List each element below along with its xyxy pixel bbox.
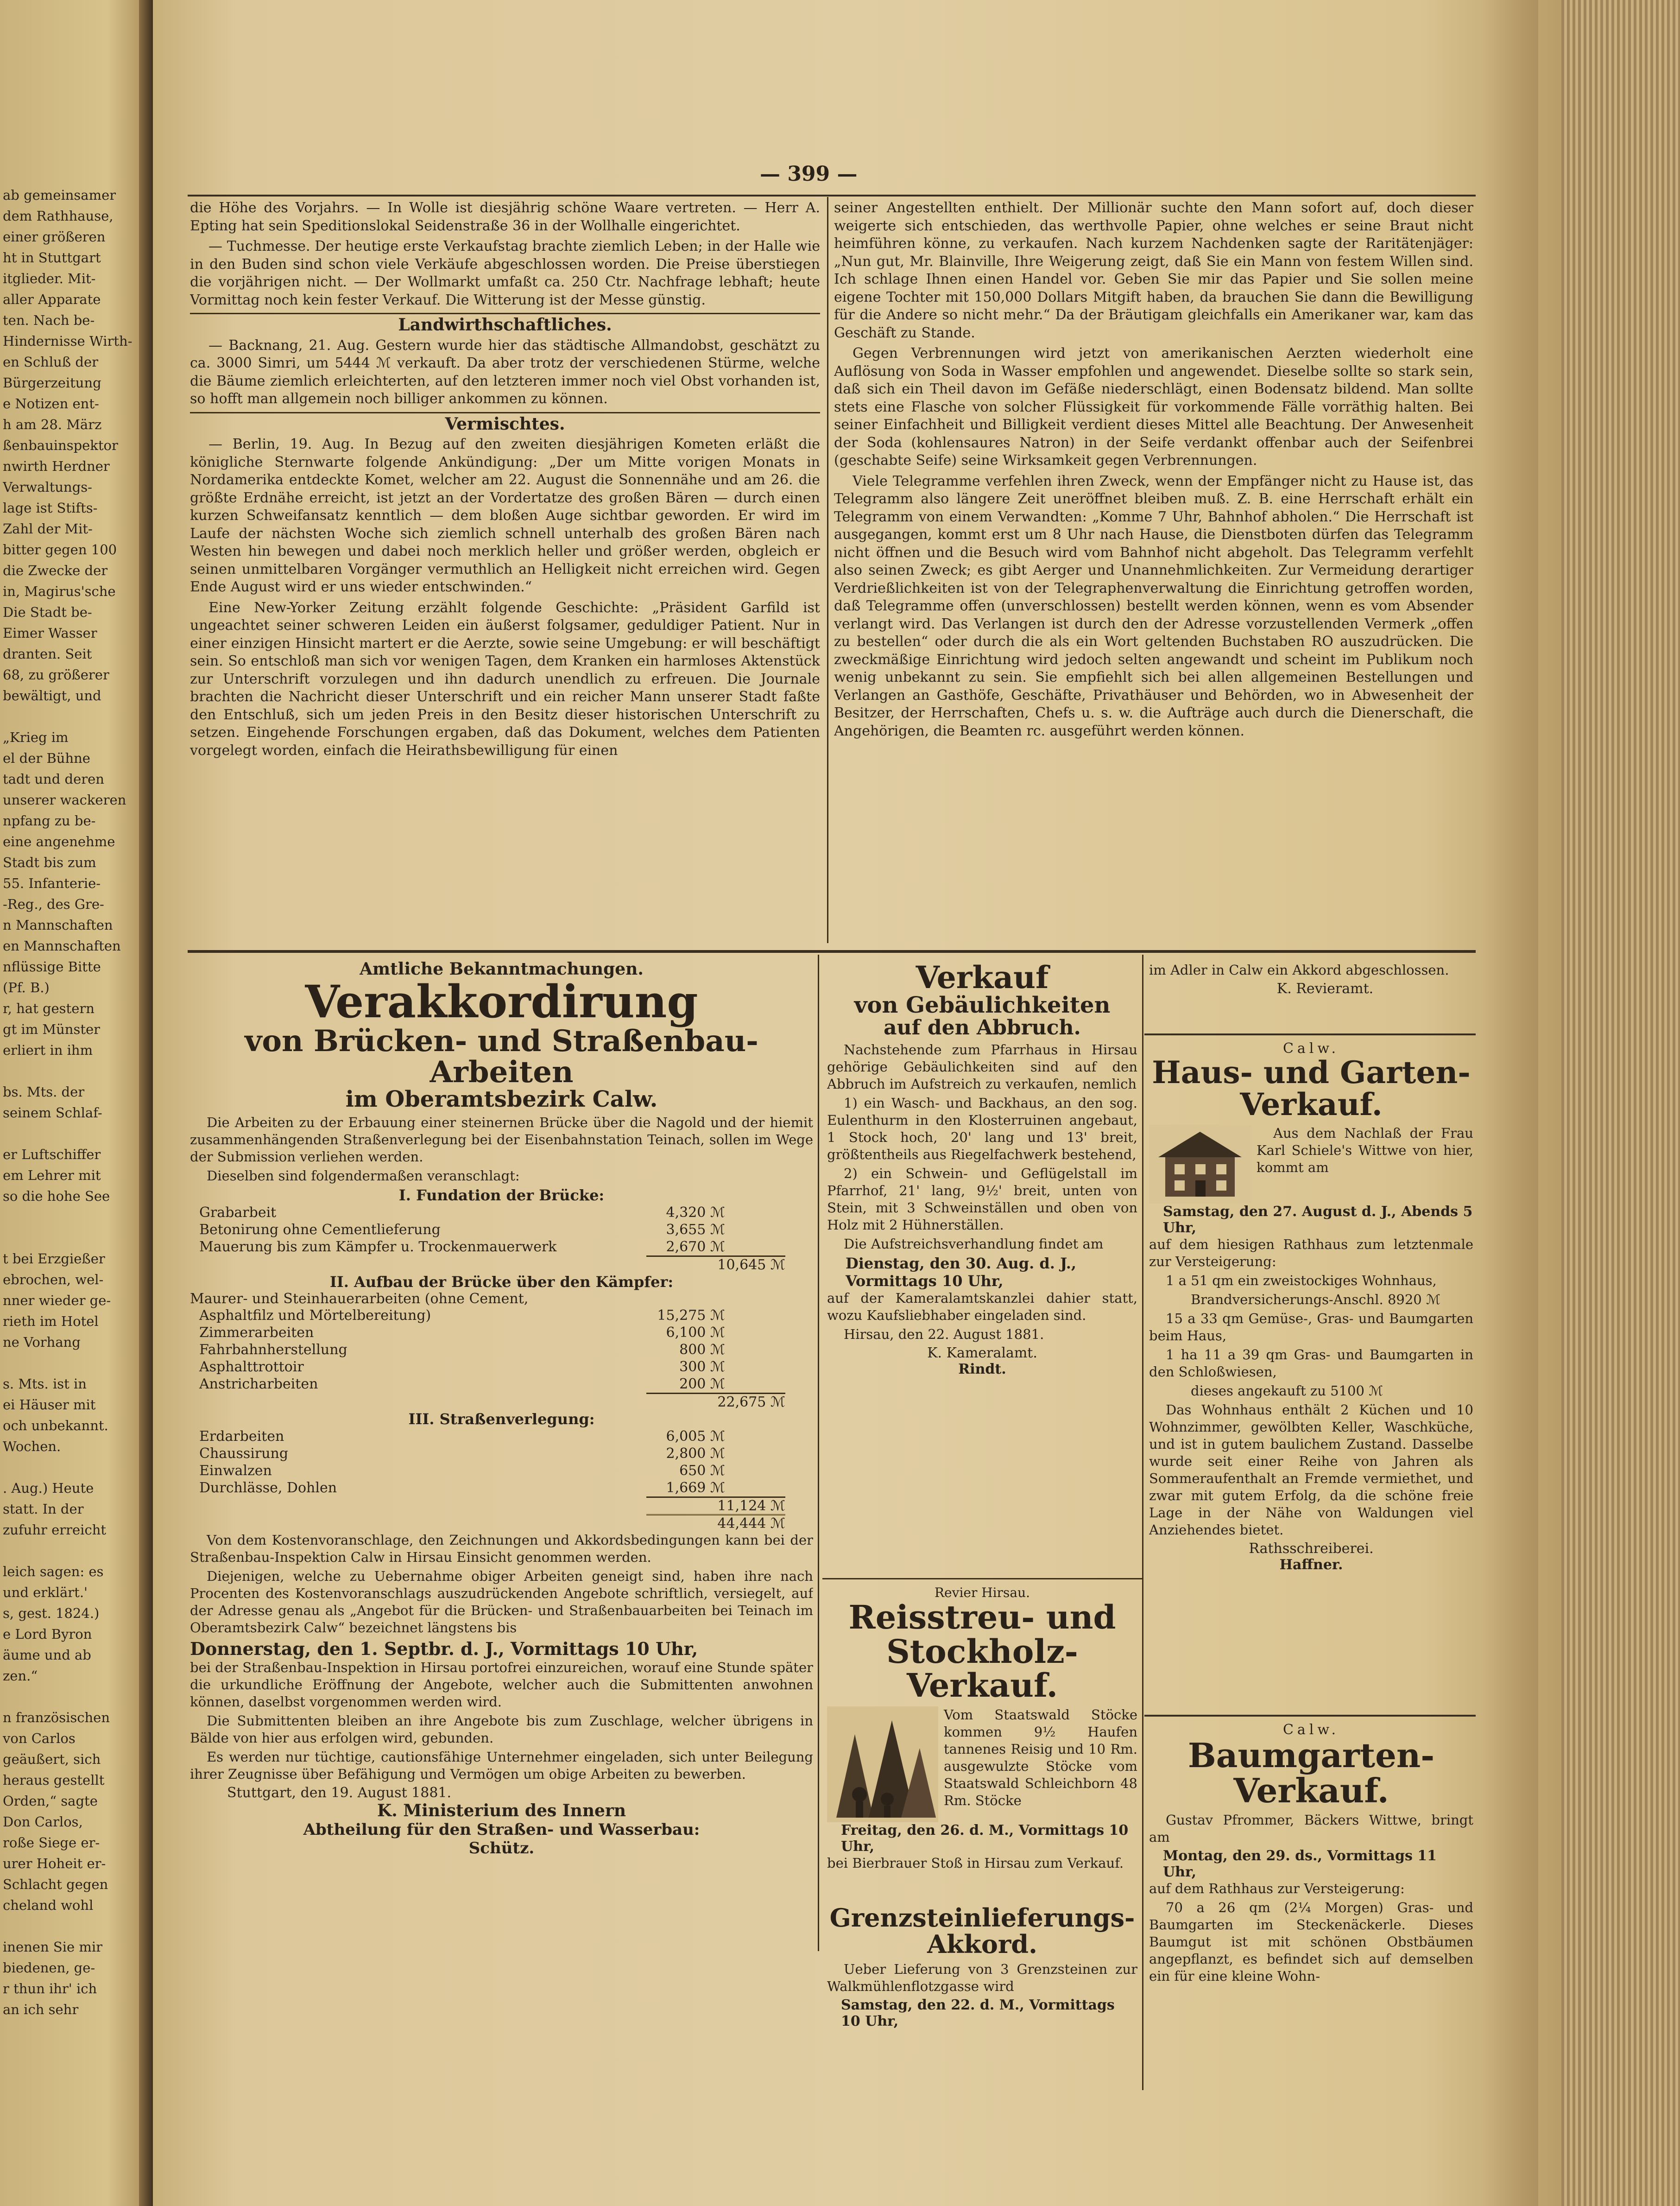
ad-deadline: Donnerstag, den 1. Septbr. d. J., Vormittags 10 Uhr,	[190, 1638, 698, 1659]
baum-intro: Gustav Pfrommer, Bäckers Wittwe, bringt am	[1149, 1812, 1473, 1845]
cost-row	[190, 1428, 813, 1445]
haus-sig-2: Haffner.	[1279, 1556, 1343, 1573]
cost-value: 300 ℳ	[679, 1358, 725, 1375]
left-page-line: Zahl der Mit-	[3, 521, 93, 537]
left-page-line: lage ist Stifts-	[3, 500, 98, 516]
left-page-line: bewältigt, und	[3, 688, 101, 704]
verkauf-place: Hirsau, den 22. August 1881.	[844, 1326, 1044, 1342]
left-page-line: seinem Schlaf-	[3, 1105, 102, 1121]
reis-title-1: Reisstreu- und	[848, 1598, 1116, 1636]
haus-separator	[1144, 1715, 1476, 1717]
cost-spacer	[725, 1238, 813, 1255]
cost-spacer	[725, 1307, 813, 1324]
left-page-line: leich sagen: es	[3, 1564, 104, 1579]
ad-para-1: Von dem Kostenvoranschlage, den Zeichnungen und Akkordsbedingungen kann bei der Straßenbau-Inspektion Calw in Hirsau Einsicht genommen werden.	[190, 1532, 813, 1565]
left-page-line: Bürgerzeitung	[3, 375, 101, 391]
verkauf-para-3: auf der Kameralamtskanzlei dahier statt, wozu Kaufsliebhaber eingeladen sind.	[827, 1290, 1137, 1323]
left-page-line: eine angenehme	[3, 834, 115, 849]
cost-value: 4,320 ℳ	[666, 1204, 725, 1221]
subtotal-2: 22,675 ℳ	[646, 1393, 785, 1410]
left-page-line: tadt und deren	[3, 771, 104, 787]
woodcut-forest-icon	[827, 1706, 938, 1822]
cost-value: 200 ℳ	[679, 1376, 725, 1392]
subtotal-1: 10,645 ℳ	[646, 1255, 785, 1273]
ad-subtitle-2: im Oberamtsbezirk Calw.	[345, 1086, 658, 1113]
verkauf-item-1: 1) ein Wasch- und Backhaus, an den sog. Eulenthurm in den Klosterruinen angebaut, 1 Stock hoch, 20' lang und 13' breit, größtentheils aus Riegelfachwerk bestehend,	[827, 1095, 1137, 1162]
haus-item-1b: Brandversicherungs-Anschl. 8920 ℳ	[1191, 1291, 1440, 1307]
verkauf-sig-2: Rindt.	[958, 1361, 1006, 1377]
left-page-line: Eimer Wasser	[3, 625, 97, 641]
grenz-title-1: Grenzsteinlieferungs-	[829, 1905, 1135, 1933]
column-1	[190, 199, 820, 941]
left-page-line: e Lord Byron	[3, 1626, 92, 1642]
cloth-fair-text: — Tuchmesse. Der heutige erste Verkaufstag brachte ziemlich Leben; in der Halle wie in den Buden sind schon viele Verkäufe abgeschlossen worden. Die Preise überstiegen die vorjährigen nicht. — Der Wollmarkt umfaßt ca. 250 Ctr. Nachfrage lebhaft; heute Vormittag noch kein fester Verkauf. Die Witterung ist der Messe günstig.	[190, 238, 820, 308]
haus-item-3b: dieses angekauft zu 5100 ℳ	[1191, 1382, 1383, 1399]
section-3-heading: III. Straßenverlegung:	[408, 1410, 595, 1428]
left-page-line: dranten. Seit	[3, 646, 92, 662]
left-page-line: zen.“	[3, 1668, 38, 1684]
verkauf-item-2: 2) ein Schwein- und Geflügelstall im Pfarrhof, 21' lang, 9½' breit, unten von Stein, mit 3 Schweinställen und oben von Holz mit 2 Hühnerställen.	[827, 1165, 1137, 1233]
cost-item: Mauerung bis zum Kämpfer u. Trockenmauerwerk	[199, 1238, 557, 1255]
cost-row	[190, 1341, 813, 1358]
ad-grenzstein	[827, 1905, 1137, 2104]
ad-verakkordirung	[190, 959, 813, 1946]
cost-value: 800 ℳ	[679, 1341, 725, 1358]
cost-value: 650 ℳ	[679, 1462, 725, 1479]
cost-spacer	[725, 1428, 813, 1445]
left-page-line: heraus gestellt	[3, 1772, 105, 1788]
ad-para-4: Die Submittenten bleiben an ihre Angebote bis zum Zuschlage, welcher übrigens in Bälde von hier aus erfolgen wird, gebunden.	[190, 1712, 813, 1746]
ad-subtitle: von Brücken- und Straßenbau-Arbeiten	[245, 1023, 758, 1090]
left-page-line: „Krieg im	[3, 729, 69, 745]
house-image	[1149, 1125, 1251, 1204]
cost-item: Asphalttrottoir	[199, 1358, 304, 1375]
left-page-line: urer Hoheit er-	[3, 1856, 106, 1871]
ads-divider	[188, 950, 1476, 953]
adler-separator	[1144, 1033, 1476, 1035]
left-page-line: bitter gegen 100	[3, 542, 117, 558]
left-page-line: Wochen.	[3, 1439, 61, 1454]
column-divider	[827, 197, 828, 943]
left-page-line: n Mannschaften	[3, 917, 113, 933]
cost-row	[190, 1462, 813, 1479]
left-page-line: unserer wackeren	[3, 792, 126, 808]
ad-baumgarten	[1149, 1722, 1473, 2106]
left-page-line: aller Apparate	[3, 292, 101, 307]
baum-title-2: Verkauf.	[1233, 1770, 1389, 1810]
grenz-date: Samstag, den 22. d. M., Vormittags 10 Uhr,	[841, 1997, 1115, 2030]
cost-item: Einwalzen	[199, 1462, 272, 1479]
cost-spacer	[725, 1204, 813, 1221]
ad-signature-3: Schütz.	[468, 1838, 535, 1857]
cost-item: Chaussirung	[199, 1445, 289, 1462]
left-page-line: biedenen, ge-	[3, 1960, 95, 1976]
left-page-line: e Notizen ent-	[3, 396, 99, 412]
reis-header: Revier Hirsau.	[934, 1585, 1030, 1600]
cost-value: 2,800 ℳ	[666, 1445, 725, 1462]
left-page-line: . Aug.) Heute	[3, 1480, 94, 1496]
left-page-line: cheland wohl	[3, 1897, 94, 1913]
left-page-line: an ich sehr	[3, 2002, 79, 2017]
woodcut-image	[827, 1706, 938, 1822]
cost-row	[190, 1324, 813, 1341]
haus-date: Samstag, den 27. August d. J., Abends 5 Uhr,	[1163, 1203, 1473, 1236]
cost-item: Betonirung ohne Cementlieferung	[199, 1221, 441, 1238]
left-page-line: er Luftschiffer	[3, 1147, 101, 1162]
left-page-line: r, hat gestern	[3, 1001, 95, 1016]
haus-item-1: 1 a 51 qm ein zweistockiges Wohnhaus,	[1166, 1272, 1437, 1288]
page-edges	[1561, 0, 1680, 2206]
left-page-line: 55. Infanterie-	[3, 875, 101, 891]
ad-para-3: bei der Straßenbau-Inspektion in Hirsau portofrei einzureichen, worauf eine Stunde später die urkundliche Eröffnung der Angebote, welcher auch die Submittenten anwohnen können, daselbst vorgenommen werden wird.	[190, 1659, 813, 1710]
left-page-line: en Mannschaften	[3, 938, 121, 954]
haus-item-3: 1 ha 11 a 39 qm Gras- und Baumgarten in den Schloßwiesen,	[1149, 1346, 1473, 1380]
baum-place: Calw.	[1282, 1722, 1340, 1738]
grenz-title-2: Akkord.	[927, 1929, 1037, 1959]
cost-table-2	[190, 1307, 813, 1393]
left-page-line: Verwaltungs-	[3, 479, 92, 495]
left-page-line: in, Magirus'sche	[3, 583, 116, 599]
cost-value: 15,275 ℳ	[657, 1307, 725, 1324]
cost-spacer	[725, 1445, 813, 1462]
left-page-line: rieth im Hotel	[3, 1313, 99, 1329]
ad-reisstreu	[827, 1585, 1137, 1900]
left-page-line: dem Rathhause,	[3, 208, 114, 224]
left-page-line: ht in Stuttgart	[3, 250, 101, 266]
cost-value: 6,005 ℳ	[666, 1428, 725, 1445]
verkauf-intro: Nachstehende zum Pfarrhaus in Hirsau gehörige Gebäulichkeiten sind auf den Abbruch im Aufstreich zu verkaufen, nemlich	[827, 1041, 1137, 1092]
haus-intro: Aus dem Nachlaß der Frau Karl Schiele's Wittwe von hier, kommt am	[1257, 1125, 1473, 1175]
left-page-line: ne Vorhang	[3, 1334, 81, 1350]
left-page-line: npfang zu be-	[3, 813, 96, 829]
ad-para-2: Diejenigen, welche zu Uebernahme obiger Arbeiten geneigt sind, haben ihre nach Procenten des Kostenvoranschlags auszudrückenden Angebote schriftlich, versiegelt, auf der Adresse genau als „Angebot für die Brücken- und Straßenbauarbeiten bei Teinach im Oberamtsbezirk Calw“ bezeichnet längstens bis	[190, 1568, 813, 1635]
left-page-line: gt im Münster	[3, 1021, 101, 1037]
left-page-line: n französischen	[3, 1710, 110, 1725]
cost-spacer	[725, 1221, 813, 1238]
ad-divider-1	[818, 955, 819, 1951]
grenz-text: Ueber Lieferung von 3 Grenzsteinen zur Walkmühlenflotzgasse wird	[827, 1961, 1137, 1995]
reis-title-2: Stockholz-Verkauf.	[886, 1632, 1078, 1705]
cost-spacer	[725, 1462, 813, 1479]
left-page-line: och unbekannt.	[3, 1418, 108, 1433]
column-2	[834, 199, 1473, 941]
left-page-line: nwirth Herdner	[3, 458, 110, 474]
cost-spacer	[725, 1376, 813, 1393]
telegram-text: Viele Telegramme verfehlen ihren Zweck, wenn der Empfänger nicht zu Hause ist, das Telegramm also längere Zeit uneröffnet bleiben muß. Z. B. eine Herrschaft erhält ein Telegramm von einem Verwandten: „Komme 7 Uhr, Bahnhof abholen.“ Die Herrschaft ist ausgegangen, kommt erst um 8 Uhr nach Hause, die Dienstboten dürfen das Telegramm nicht öffnen und die Besuch wird vom Bahnhof nicht abgeholt. Das Telegramm verfehlt also seinen Zweck; es gibt Aerger und Unannehmlichkeiten. Zur Vermeidung derartiger Verdrießlichkeiten ist von der Telegraphenverwaltung die Einrichtung getroffen worden, daß Telegramme offen (unverschlossen) bestellt werden können, wenn es vom Absender verlangt wird. Das Verlangen ist durch den der Adresse vorzustellenden Vermerk „offen zu bestellen“ oder durch die als ein Wort geltenden Buchstaben RO auszudrücken. Die zweckmäßige Einrichtung wird jedoch selten angewandt und scheint im Publikum noch wenig unbekannt zu sein. Sie empfiehlt sich bei allen allgemeinen Bestellungen und Verlangen an Gasthöfe, Geschäfte, Privathäuser und Behörden, wo in Abwesenheit der Besitzer, der Herrschaften, Chefs u. s. w. die Aufträge auch durch die Dienerschaft, die Angehörigen, die Beamten rc. ausgeführt werden können.	[834, 473, 1473, 739]
cost-table-1	[190, 1204, 813, 1255]
left-page-line: nflüssige Bitte	[3, 959, 101, 975]
left-page-line: ßenbauinspektor	[3, 437, 118, 453]
left-page-line: ebrochen, wel-	[3, 1272, 104, 1287]
backnang-text: — Backnang, 21. Aug. Gestern wurde hier das städtische Allmandobst, geschätzt zu ca. 3000 Simri, um 5444 ℳ verkauft. Da aber trotz der verschiedenen Stürme, welche die Bäume ziemlich erleichterten, auf den letzteren immer noch viel Obst vorhanden ist, so hofft man allgemein noch billiger ankommen zu können.	[190, 337, 820, 407]
left-page-line: erliert in ihm	[3, 1042, 93, 1058]
house-icon	[1149, 1125, 1251, 1204]
baum-para-2: auf dem Rathhaus zur Versteigerung:	[1149, 1881, 1405, 1897]
reis-date: Freitag, den 26. d. M., Vormittags 10 Uhr,	[841, 1822, 1129, 1855]
cost-value: 6,100 ℳ	[666, 1324, 725, 1341]
haus-para-3: Das Wohnhaus enthält 2 Küchen und 10 Wohnzimmer, gewölbten Keller, Waschküche, und ist in gutem baulichem Zustand. Dasselbe wurde seit einer Reihe von Jahren als Sommeraufenthalt an Fremde vermiethet, und zwar mit gutem Erfolg, da die schöne freie Lage in der Nähe von Waldungen viel Anziehendes bietet.	[1149, 1401, 1473, 1538]
page-number: — 399 —	[760, 162, 858, 186]
left-page-line: h am 28. März	[3, 417, 102, 432]
left-page-line: Hindernisse Wirth-	[3, 333, 133, 349]
cost-spacer	[725, 1479, 813, 1496]
haus-para-2: auf dem hiesigen Rathhaus zum letztenmale zur Versteigerung:	[1149, 1236, 1473, 1269]
burns-remedy-text: Gegen Verbrennungen wird jetzt von amerikanischen Aerzten wiederholt eine Auflösung von Soda in Wasser empfohlen und angewendet. Dieselbe sollte so stark sein, daß sich ein Theil davon im Gefäße niederschlägt, einen Bodensatz bildend. Man sollte stets eine Flasche von solcher Flüssigkeit für vorkommende Fälle vorräthig halten. Bei seiner Einfachheit und Billigkeit verdient dieses Mittel alle Beachtung. Der Anwesenheit der Soda (kohlensaures Natron) in der Seife verdankt offenbar auch der Seifenbrei (geschabte Seife) seine Wirksamkeit gegen Verbrennungen.	[834, 345, 1473, 469]
left-page-line: s, gest. 1824.)	[3, 1605, 100, 1621]
adler-sig: K. Revieramt.	[1276, 981, 1374, 997]
verkauf-subtitle-2: auf den Abbruch.	[884, 1015, 1081, 1040]
left-page-line: inenen Sie mir	[3, 1939, 103, 1955]
grand-total: 44,444 ℳ	[646, 1514, 785, 1532]
left-page-line: ab gemeinsamer	[3, 187, 116, 203]
cost-item: Anstricharbeiten	[199, 1376, 318, 1392]
cost-value: 2,670 ℳ	[666, 1238, 725, 1255]
left-page-line: en Schluß der	[3, 354, 98, 370]
cost-row	[190, 1479, 813, 1496]
section-heading-landwirthschaftliches: Landwirthschaftliches.	[190, 313, 820, 334]
cost-row	[190, 1204, 813, 1221]
section-2-sub: Maurer- und Steinhauerarbeiten (ohne Cement,	[190, 1290, 529, 1307]
left-page-line: statt. In der	[3, 1501, 84, 1517]
left-page-line: und erklärt.'	[3, 1585, 88, 1600]
left-page-line: die Zwecke der	[3, 563, 108, 578]
section-2-heading: II. Aufbau der Brücke über den Kämpfer:	[329, 1273, 674, 1291]
cost-spacer	[725, 1324, 813, 1341]
page-shadow	[1483, 0, 1538, 2206]
left-page-line: Orden,“ sagte	[3, 1793, 98, 1809]
ad-separator	[822, 1578, 1142, 1579]
left-page-line: r thun ihr' ich	[3, 1981, 97, 1997]
cost-spacer	[725, 1341, 813, 1358]
ad-title: Verakkordirung	[305, 976, 698, 1028]
millionaire-story-text: seiner Angestellten enthielt. Der Millionär suchte den Mann sofort auf, doch dieser weigerte sich entschieden, das werthvolle Papier, ohne welches er seine Braut nicht heimführen könne, zu verkaufen. Nach kurzem Nachdenken sagte der Raritätenjäger: „Nun gut, Mr. Blainville, Ihre Weigerung zeigt, daß Sie ein Mann von festem Willen sind. Ich schlage Ihnen einen Handel vor. Geben Sie mir das Papier und Sie sollen meine eigene Tochter mit 150,000 Dollars Mitgift haben, da brauchen Sie dann die Bewilligung für die Andere so nicht mehr.“ Da der Bräutigam gleichfalls ein Amerikaner war, kam das Geschäft zu Stande.	[834, 200, 1473, 341]
section-heading-vermischtes: Vermischtes.	[190, 412, 820, 433]
reis-text: Vom Staatswald Stöcke kommen 9½ Haufen tannenes Reisig und 10 Rm. ausgewulzte Stöcke vom Staatswald Schleichborn 48 Rm. Stöcke	[944, 1706, 1137, 1808]
cost-item: Erdarbeiten	[199, 1428, 284, 1445]
left-page-line: geäußert, sich	[3, 1751, 101, 1767]
cost-row	[190, 1238, 813, 1255]
verkauf-title: Verkauf	[916, 962, 1049, 995]
haus-item-2: 15 a 33 qm Gemüse-, Gras- und Baumgarten beim Haus,	[1149, 1310, 1473, 1344]
cost-table-3	[190, 1428, 813, 1496]
left-page-line: einer größeren	[3, 229, 106, 245]
baum-title-1: Baumgarten-	[1187, 1736, 1435, 1775]
left-page-line: itglieder. Mit-	[3, 271, 96, 286]
cost-value: 3,655 ℳ	[666, 1221, 725, 1238]
left-page-line: zufuhr erreicht	[3, 1522, 107, 1538]
ad-header: Amtliche Bekanntmachungen.	[360, 959, 644, 979]
ad-adler	[1149, 962, 1473, 1036]
left-page-line: t bei Erzgießer	[3, 1251, 105, 1267]
ad-haus-garten	[1149, 1040, 1473, 1712]
left-page-line: roße Siege er-	[3, 1835, 100, 1851]
left-page-line: äume und ab	[3, 1647, 91, 1663]
subtotal-3: 11,124 ℳ	[646, 1496, 785, 1514]
garfield-story-text: Eine New-Yorker Zeitung erzählt folgende Geschichte: „Präsident Garfild ist ungeachtet seiner schweren Leiden ein äußerst folgsamer, geduldiger Patient. Nur in einer einzigen Hinsicht martert er die Aerzte, sowie seine Umgebung: er will beschäftigt sein. So entschloß man sich vor wenigen Tagen, dem Kranken ein harmloses Aktenstück zur Unterschrift vorzulegen und ihn dadurch unendlich zu erfreuen. Die Journale brachten die Nachricht dieser Unterschrift und ein reicher Mann unserer Stadt faßte den Entschluß, sich um jeden Preis in den Besitz dieser historischen Unterschrift zu setzen. Eingehende Forschungen ergaben, daß das Dokument, welches dem Patienten vorgelegt worden, einfach die Heirathsbewilligung für einen	[190, 599, 820, 759]
berlin-comet-text: — Berlin, 19. Aug. In Bezug auf den zweiten diesjährigen Kometen erläßt die königliche Sternwarte folgende Ankündigung: „Der um Mitte vorigen Monats in Nordamerika entdeckte Komet, welcher am 22. August die Sonnennähe und am 26. die größte Erdnähe erreicht, ist jetzt an der Vordertatze des großen Bären — durch einen kurzen Schweifansatz kenntlich — dem bloßen Auge sichtbar geworden. Er wird im Laufe der nächsten Woche sich ziemlich schnell unterhalb des großen Bären nach Westen hin bewegen und dabei noch merklich heller und größer werden, obgleich er seinen unmittelbaren Vorgänger vermuthlich an Helligkeit nicht erreichen wird. Gegen Ende August wird er uns wieder entschwinden.“	[190, 436, 820, 595]
left-page-line: von Carlos	[3, 1731, 76, 1746]
cost-row	[190, 1445, 813, 1462]
left-page-line: s. Mts. ist in	[3, 1376, 87, 1392]
cost-spacer	[725, 1358, 813, 1376]
verkauf-sig-1: K. Kameralamt.	[927, 1344, 1037, 1361]
left-page-line: nner wieder ge-	[3, 1293, 111, 1308]
haus-title-2: Verkauf.	[1240, 1086, 1383, 1123]
cost-item: Asphaltfilz und Mörtelbereitung)	[199, 1307, 431, 1324]
ad-intro: Die Arbeiten zu der Erbauung einer steinernen Brücke über die Nagold und der hiemit zusammenhängenden Straßenverlegung bei der Eisenbahnstation Teinach, sollen im Wege der Submission verliehen werden.	[190, 1114, 813, 1165]
left-page-line: Stadt bis zum	[3, 855, 96, 870]
left-page-line: so die hohe See	[3, 1188, 110, 1204]
haus-sig-1: Rathsschreiberei.	[1249, 1540, 1374, 1557]
left-page-line: el der Bühne	[3, 750, 90, 766]
verkauf-para-2: Die Aufstreichsverhandlung findet am	[844, 1236, 1104, 1252]
reis-text-2: bei Bierbrauer Stoß in Hirsau zum Verkauf.	[827, 1855, 1124, 1871]
section-1-heading: I. Fundation der Brücke:	[398, 1186, 605, 1204]
haus-title-1: Haus- und Garten-	[1152, 1054, 1471, 1090]
ad-divider-2	[1142, 955, 1143, 2090]
cost-item: Zimmerarbeiten	[199, 1324, 314, 1341]
left-page-line: 68, zu größerer	[3, 667, 109, 683]
haus-place: Calw.	[1282, 1040, 1340, 1057]
left-page-line: (Pf. B.)	[3, 980, 50, 995]
left-page-line: -Reg., des Gre-	[3, 896, 104, 912]
left-page-line: ten. Nach be-	[3, 312, 95, 328]
top-rule	[188, 195, 1476, 197]
left-page-line: bs. Mts. der	[3, 1084, 85, 1100]
baum-date: Montag, den 29. ds., Vormittags 11 Uhr,	[1163, 1848, 1437, 1881]
left-page-line: Don Carlos,	[3, 1814, 83, 1830]
ad-signature-2: Abtheilung für den Straßen- und Wasserbau:	[303, 1820, 700, 1839]
ad-intro-2: Dieselben sind folgendermaßen veranschlagt:	[207, 1167, 520, 1184]
baum-item-1: 70 a 26 qm (2¼ Morgen) Gras- und Baumgarten im Steckenäckerle. Dieses Baumgut ist mit schönen Obstbäumen angepflanzt, es befindet sich auf demselben ein für eine kleine Wohn-	[1149, 1900, 1473, 1984]
verkauf-date: Dienstag, den 30. Aug. d. J., Vormittags 10 Uhr,	[846, 1254, 1077, 1290]
left-page-line: em Lehrer mit	[3, 1167, 101, 1183]
adler-text: im Adler in Calw ein Akkord abgeschlossen.	[1149, 962, 1449, 978]
cost-item: Grabarbeit	[199, 1204, 277, 1221]
left-page-line: Schlacht gegen	[3, 1876, 108, 1892]
verkauf-subtitle: von Gebäulichkeiten	[854, 992, 1111, 1019]
ad-place-date: Stuttgart, den 19. August 1881.	[227, 1784, 452, 1801]
cost-value: 1,669 ℳ	[666, 1479, 725, 1496]
cost-item: Durchlässe, Dohlen	[199, 1479, 337, 1496]
ad-verkauf-gebaeude	[827, 962, 1137, 1564]
cost-row	[190, 1376, 813, 1393]
cost-row	[190, 1307, 813, 1324]
left-page-line: Die Stadt be-	[3, 604, 92, 620]
cost-row	[190, 1358, 813, 1376]
cost-row	[190, 1221, 813, 1238]
ad-signature-1: K. Ministerium des Innern	[377, 1800, 626, 1820]
ad-para-5: Es werden nur tüchtige, cautionsfähige Unternehmer eingeladen, sich unter Beilegung ihrer Zeugnisse über Befähigung und Vermögen um obige Arbeiten zu bewerben.	[190, 1749, 813, 1782]
cost-item: Fahrbahnherstellung	[199, 1341, 347, 1358]
left-page-line: ei Häuser mit	[3, 1397, 96, 1413]
wool-market-text: die Höhe des Vorjahrs. — In Wolle ist diesjährig schöne Waare vertreten. — Herr A. Epting hat sein Speditionslokal Seidenstraße 36 in der Wollhalle eingerichtet.	[190, 200, 820, 234]
